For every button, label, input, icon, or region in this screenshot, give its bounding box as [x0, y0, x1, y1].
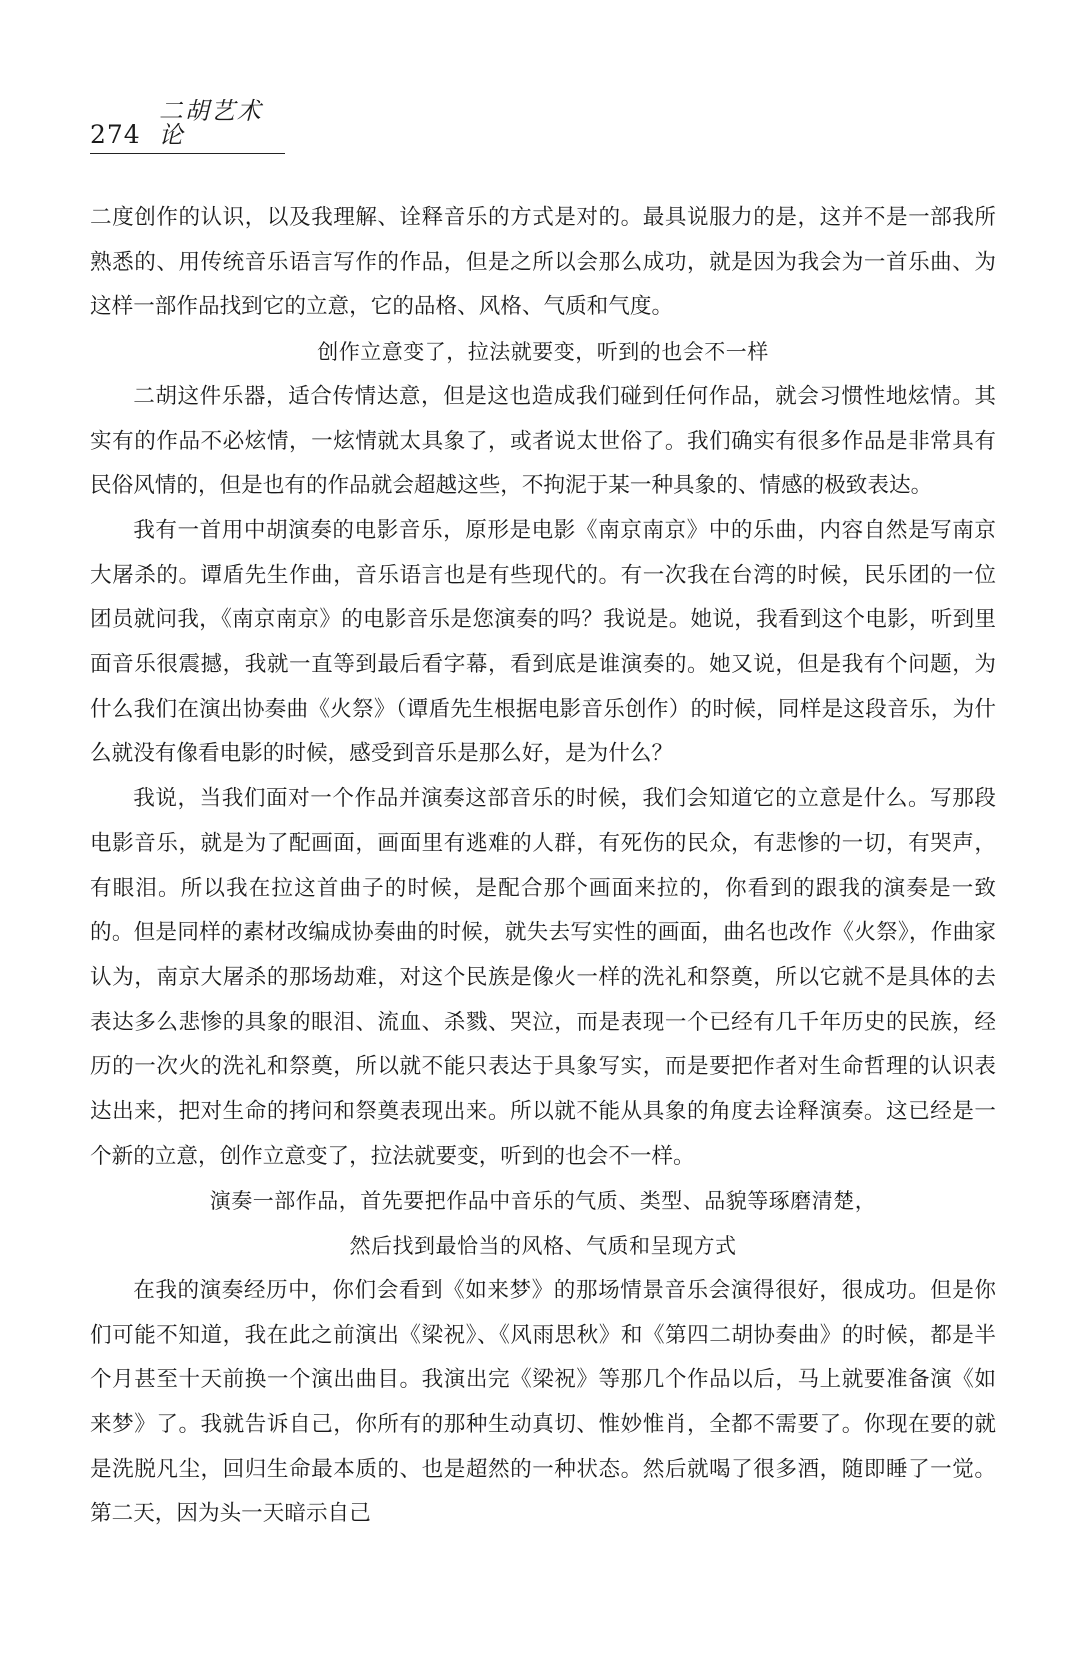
paragraph: 我有一首用中胡演奏的电影音乐，原形是电影《南京南京》中的乐曲，内容自然是写南京大屠杀的。谭盾先生作曲，音乐语言也是有些现代的。有一次我在台湾的时候，民乐团的一位团员就问我，《南京南京》的电影音乐是您演奏的吗？我说是。她说，我看到这个电影，听到里面音乐很震撼，我就一直等到最后看字幕，看到底是谁演奏的。她又说，但是我有个问题，为什么我们在演出协奏曲《火祭》（谭盾先生根据电影音乐创作）的时候，同样是这段音乐，为什么就没有像看电影的时候，感受到音乐是那么好，是为什么？	[90, 517, 996, 767]
paragraph: 二胡这件乐器，适合传情达意，但是这也造成我们碰到任何作品，就会习惯性地炫情。其实有的作品不必炫情，一炫情就太具象了，或者说太世俗了。我们确实有很多作品是非常具有民俗风情的，但是也有的作品就会超越这些，不拘泥于某一种具象的、情感的极致表达。	[90, 383, 996, 499]
book-title: 二胡艺术论	[158, 97, 263, 149]
page-number: 274	[90, 120, 141, 149]
running-head	[90, 97, 285, 154]
section-heading-line-2: 然后找到最恰当的风格、气质和呈现方式	[349, 1234, 737, 1259]
section-heading: 创作立意变了，拉法就要变，听到的也会不一样	[317, 340, 769, 365]
body-text	[90, 196, 996, 1537]
section-heading-line-1: 演奏一部作品，首先要把作品中音乐的气质、类型、品貌等琢磨清楚，	[209, 1189, 877, 1214]
paragraph: 在我的演奏经历中，你们会看到《如来梦》的那场情景音乐会演得很好，很成功。但是你们可能不知道，我在此之前演出《梁祝》、《风雨思秋》和《第四二胡协奏曲》的时候，都是半个月甚至十天前换一个演出曲目。我演出完《梁祝》等那几个作品以后，马上就要准备演《如来梦》了。我就告诉自己，你所有的那种生动真切、惟妙惟肖，全都不需要了。你现在要的就是洗脱凡尘，回归生命最本质的、也是超然的一种状态。然后就喝了很多酒，随即睡了一觉。第二天，因为头一天暗示自己	[90, 1277, 996, 1527]
paragraph-continued: 二度创作的认识，以及我理解、诠释音乐的方式是对的。最具说服力的是，这并不是一部我所熟悉的、用传统音乐语言写作的作品，但是之所以会那么成功，就是因为我会为一首乐曲、为这样一部作品找到它的立意，它的品格、风格、气质和气度。	[90, 205, 996, 320]
paragraph: 我说，当我们面对一个作品并演奏这部音乐的时候，我们会知道它的立意是什么。写那段电影音乐，就是为了配画面，画面里有逃难的人群，有死伤的民众，有悲惨的一切，有哭声，有眼泪。所以我在拉这首曲子的时候，是配合那个画面来拉的，你看到的跟我的演奏是一致的。但是同样的素材改编成协奏曲的时候，就失去写实性的画面，曲名也改作《火祭》，作曲家认为，南京大屠杀的那场劫难，对这个民族是像火一样的洗礼和祭奠，所以它就不是具体的去表达多么悲惨的具象的眼泪、流血、杀戮、哭泣，而是表现一个已经有几千年历史的民族，经历的一次火的洗礼和祭奠，所以就不能只表达于具象写实，而是要把作者对生命哲理的认识表达出来，把对生命的拷问和祭奠表现出来。所以就不能从具象的角度去诠释演奏。这已经是一个新的立意，创作立意变了，拉法就要变，听到的也会不一样。	[90, 786, 996, 1169]
